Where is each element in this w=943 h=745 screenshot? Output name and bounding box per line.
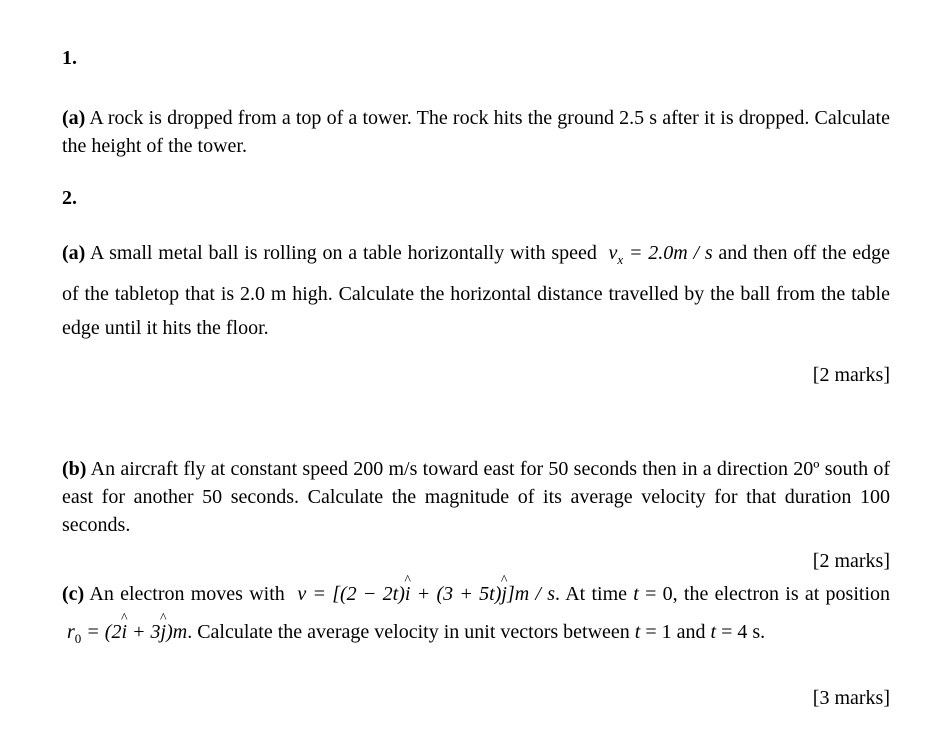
pos-expr-part-2: + 3 <box>127 621 161 643</box>
question-2c-text-5: = 1 and <box>645 621 706 643</box>
pos-expr-part-3: )m <box>166 621 188 643</box>
x-subscript: x <box>617 252 624 267</box>
question-2c-text-2: . At time <box>555 583 627 605</box>
question-2c-text-6: = 4 s. <box>721 621 766 643</box>
question-2c-text-4: . Calculate the average velocity in unit vectors between <box>187 621 630 643</box>
question-1-number: 1. <box>62 47 77 69</box>
r-subscript: 0 <box>74 631 82 646</box>
question-2c-marks: [3 marks] <box>812 687 890 709</box>
position-expression <box>62 621 188 646</box>
speed-value: = 2.0m / s <box>623 242 713 264</box>
question-1a <box>62 104 890 160</box>
question-1a-text: A rock is dropped from a top of a tower. The rock hits the ground 2.5 s after it is dropped. Calculate the height of the tower. <box>62 107 890 157</box>
question-2b <box>62 455 890 539</box>
question-2-number: 2. <box>62 187 77 209</box>
question-1a-label: (a) <box>62 107 86 129</box>
i-hat-unit-vector-2: i ^ <box>121 613 127 651</box>
question-2a-text-before: A small metal ball is rolling on a table horizontally with speed <box>90 242 597 264</box>
velocity-expr-part-2: + (3 + 5t) <box>410 583 502 605</box>
question-2b-marks: [2 marks] <box>812 550 890 572</box>
question-2b-label: (b) <box>62 458 87 480</box>
question-2c-text-1: An electron moves with <box>89 583 285 605</box>
speed-expression <box>603 242 713 267</box>
time-symbol-2: t <box>634 621 641 643</box>
question-2a <box>62 236 890 345</box>
question-2a-text-after: and then off the edge of the tabletop that is 2.0 m high. Calculate the horizontal distance travelled by the ball from the table edge until it hits the floor. <box>62 242 891 339</box>
velocity-expr-part-3: ]m / s <box>506 583 556 605</box>
j-hat-unit-vector-2: j ^ <box>161 613 167 651</box>
time-symbol-3: t <box>710 621 717 643</box>
question-2a-label: (a) <box>62 242 86 264</box>
v-symbol: v <box>608 242 618 264</box>
velocity-expr-part-1: v = [(2 − 2t) <box>297 583 405 605</box>
time-symbol: t <box>633 583 639 605</box>
r-symbol: r <box>67 621 75 643</box>
question-2b-text: An aircraft fly at constant speed 200 m/s toward east for 50 seconds then in a direction 20º south of east for another 50 seconds. Calculate the magnitude of its average velocity for that duration 100 seconds. <box>62 458 890 536</box>
velocity-expression <box>291 583 555 605</box>
question-2c-text-3: = 0, the electron is at position <box>645 583 891 605</box>
question-2c <box>62 575 890 658</box>
document-page <box>62 44 890 712</box>
question-2a-marks: [2 marks] <box>812 364 890 386</box>
question-2c-label: (c) <box>62 583 85 605</box>
j-hat-unit-vector: j ^ <box>501 575 507 613</box>
pos-expr-part-1: = (2 <box>81 621 122 643</box>
i-hat-unit-vector: i ^ <box>405 575 411 613</box>
